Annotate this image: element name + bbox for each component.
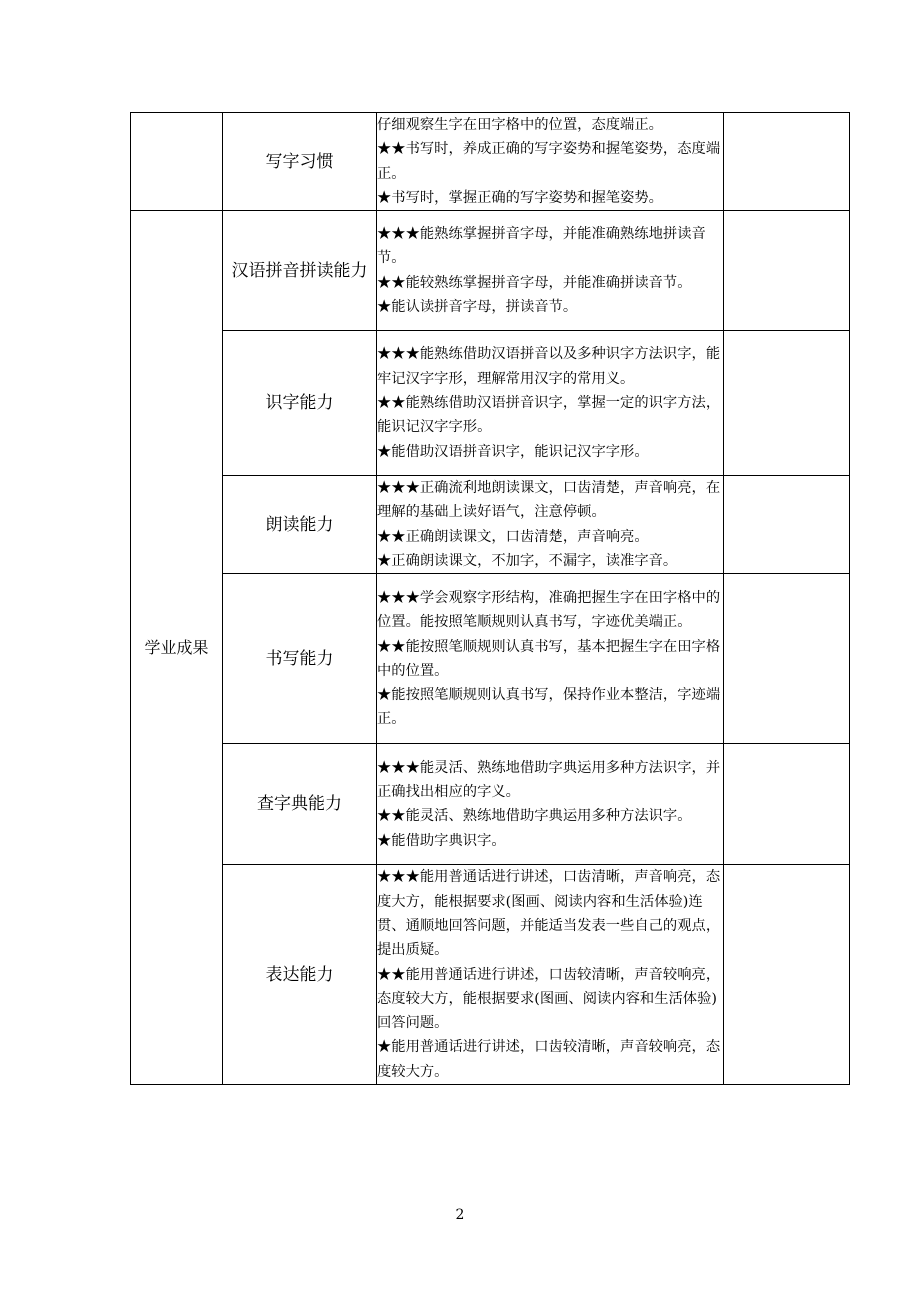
criteria-line: ★★★能灵活、熟练地借助字典运用多种方法识字，并正确找出相应的字义。 <box>377 759 721 801</box>
criteria-cell <box>377 865 724 1085</box>
note-cell <box>724 331 850 476</box>
criteria-cell <box>377 211 724 331</box>
criteria-cell <box>377 113 724 211</box>
criteria-line: ★★能较熟练掌握拼音字母，并能准确拼读音节。 <box>377 274 692 291</box>
item-cell: 朗读能力 <box>223 476 377 574</box>
criteria-line: ★★能按照笔顺规则认真书写，基本把握生字在田字格中的位置。 <box>377 638 721 679</box>
note-cell <box>724 211 850 331</box>
evaluation-rubric-table <box>130 112 850 1085</box>
note-cell <box>724 113 850 211</box>
criteria-line: ★★★能用普通话进行讲述，口齿清晰，声音响亮，态度大方，能根据要求(图画、阅读内容和生活体验)连贯、通顺地回答问题，并能适当发表一些自己的观点，提出质疑。 <box>377 869 721 959</box>
table-row <box>131 331 850 476</box>
table-row <box>131 113 850 211</box>
criteria-line: ★★★能熟练掌握拼音字母，并能准确熟练地拼读音节。 <box>377 226 706 267</box>
criteria-line: ★★书写时，养成正确的写字姿势和握笔姿势，态度端正。 <box>377 141 721 182</box>
category-cell <box>131 113 223 211</box>
criteria-line: ★★★正确流利地朗读课文，口齿清楚，声音响亮，在理解的基础上读好语气，注意停顿。 <box>377 480 721 521</box>
criteria-line: 仔细观察生字在田字格中的位置，态度端正。 <box>377 117 663 133</box>
note-cell <box>724 476 850 574</box>
table-row <box>131 744 850 865</box>
note-cell <box>724 865 850 1085</box>
item-cell: 查字典能力 <box>223 744 377 865</box>
table-row <box>131 574 850 744</box>
criteria-line: ★★正确朗读课文，口齿清楚，声音响亮。 <box>377 528 649 545</box>
criteria-cell <box>377 744 724 865</box>
criteria-line: ★能认读拼音字母，拼读音节。 <box>377 298 578 315</box>
criteria-cell <box>377 574 724 744</box>
note-cell <box>724 574 850 744</box>
item-cell: 识字能力 <box>223 331 377 476</box>
item-cell: 表达能力 <box>223 865 377 1085</box>
criteria-line: ★书写时，掌握正确的写字姿势和握笔姿势。 <box>377 189 663 206</box>
page-number: 2 <box>455 1207 465 1223</box>
item-cell: 写字习惯 <box>223 113 377 211</box>
criteria-line: ★★★能熟练借助汉语拼音以及多种识字方法识字，能牢记汉字字形，理解常用汉字的常用义。 <box>377 346 721 387</box>
table-row <box>131 865 850 1085</box>
table-row <box>131 476 850 574</box>
criteria-line: ★★能熟练借助汉语拼音识字，掌握一定的识字方法，能识记汉字字形。 <box>377 395 721 436</box>
criteria-line: ★能按照笔顺规则认真书写，保持作业本整洁，字迹端正。 <box>377 687 721 728</box>
note-cell <box>724 744 850 865</box>
table-row <box>131 211 850 331</box>
criteria-cell <box>377 331 724 476</box>
criteria-cell <box>377 476 724 574</box>
criteria-line: ★能借助字典识字。 <box>377 832 506 849</box>
criteria-line: ★能用普通话进行讲述，口齿较清晰，声音较响亮，态度较大方。 <box>377 1039 721 1080</box>
criteria-line: ★能借助汉语拼音识字，能识记汉字字形。 <box>377 443 649 460</box>
item-cell: 书写能力 <box>223 574 377 744</box>
item-cell: 汉语拼音拼读能力 <box>223 211 377 331</box>
criteria-line: ★正确朗读课文，不加字，不漏字，读准字音。 <box>377 553 678 570</box>
criteria-line: ★★能灵活、熟练地借助字典运用多种方法识字。 <box>377 808 692 825</box>
category-cell: 学业成果 <box>131 211 223 1085</box>
criteria-line: ★★★学会观察字形结构，准确把握生字在田字格中的位置。能按照笔顺规则认真书写，字迹优美端正。 <box>377 589 721 631</box>
criteria-line: ★★能用普通话进行讲述，口齿较清晰，声音较响亮，态度较大方，能根据要求(图画、阅读内容和生活体验)回答问题。 <box>377 966 721 1032</box>
